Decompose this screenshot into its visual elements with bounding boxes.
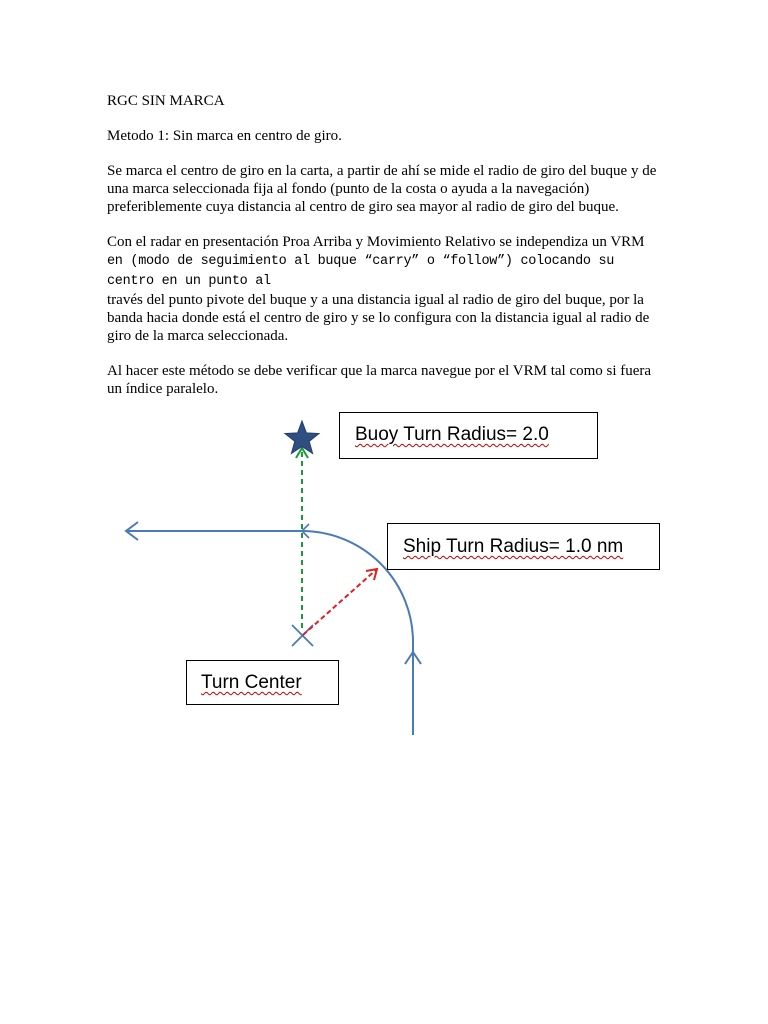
paragraph-2-line-2: en (modo de seguimiento al buque “carry” o “follow”) colocando su centro en un punto al — [107, 254, 615, 289]
paragraph-1: Se marca el centro de giro en la carta, a partir de ahí se mide el radio de giro del buque y de una marca seleccionada fija al fondo (punto de la costa o ayuda a la navegación) preferiblemente cuya distancia al centro de giro sea mayor al radio de giro del buque. — [107, 163, 657, 215]
ship-label: Ship Turn Radius= 1.0 nm — [403, 536, 624, 557]
method-heading: Metodo 1: Sin marca en centro de giro. — [107, 128, 342, 144]
document-title: RGC SIN MARCA — [107, 93, 225, 109]
ship-radius-line — [303, 569, 377, 635]
paragraph-2-rest: través del punto pivote del buque y a una distancia igual al radio de giro del buque, por la banda hacia donde está el centro de giro y se lo configura con la distancia igual al radio de giro de la marca seleccionada. — [107, 292, 650, 344]
turn-center-label-wrap — [201, 672, 302, 694]
ship-label-wrap — [403, 536, 623, 558]
buoy-label: Buoy Turn Radius= 2.0 — [355, 424, 549, 445]
paragraph-2-line-1: Con el radar en presentación Proa Arriba y Movimiento Relativo se independiza un VRM — [107, 234, 645, 250]
turn-center-label: Turn Center — [201, 672, 302, 693]
buoy-label-wrap — [355, 424, 549, 446]
paragraph-3: Al hacer este método se debe verificar que la marca navegue por el VRM tal como si fuera un índice paralelo. — [107, 363, 652, 397]
